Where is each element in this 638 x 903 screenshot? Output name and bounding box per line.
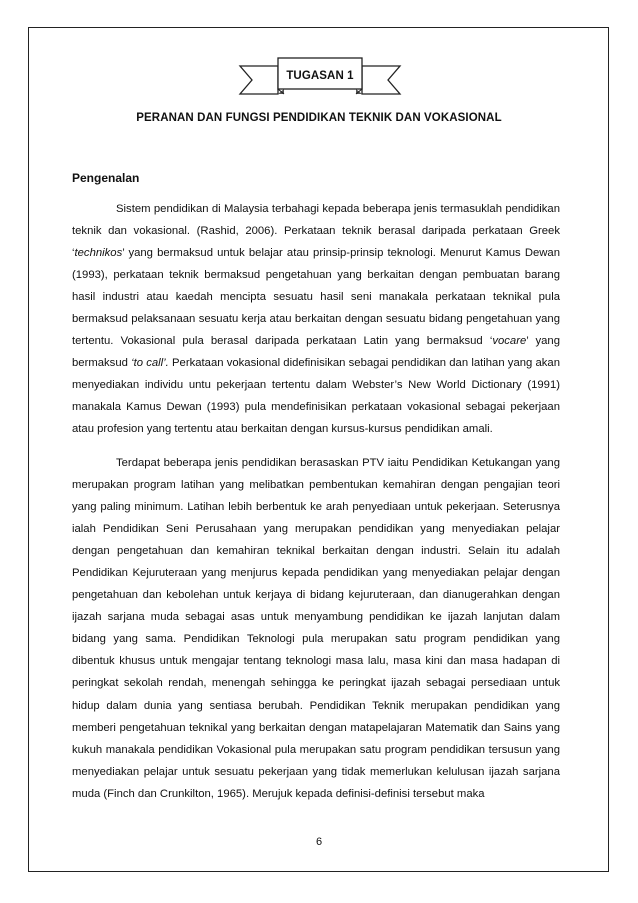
paragraph-text: Terdapat beberapa jenis pendidikan berasaskan PTV iaitu Pendidikan Ketukangan yang merupakan program latihan yang melibatkan pembentukan kemahiran dengan pengajian teori yang paling minimum. Latihan lebih berbentuk ke arah penyediaan untuk pekerjaan. Seterusnya ialah Pendidikan Seni Perusahaan yang merupakan pendidikan yang menyediakan pelajar dengan pengetahuan dan kemahiran teknikal berkaitan dengan industri. Selain itu adalah Pendidikan Kejuruteraan yang menjurus kepada pendidikan yang menyediakan pelajar dengan pengetahuan dan kebolehan untuk kerjaya di bidang kejuruteraan, dan dianugerahkan dengan ijazah sarjana muda sebagai asas untuk menyambung pendidikan ke ijazah lanjutan dalam bidang yang sama. Pendidikan Teknologi pula merupakan satu program pendidikan yang dibentuk khusus untuk mengajar tentang teknologi masa lalu, masa kini dan masa hadapan di peringkat sekolah rendah, menengah sehingga ke peringkat ijazah sebagai persediaan untuk hidup dalam dunia yang sentiasa berubah. Pendidikan Teknik merupakan pendidikan yang memberi pengetahuan teknikal yang berkaitan dengan matapelajaran Matematik dan Sains yang kukuh manakala pendidikan Vokasional pula merupakan satu program pendidikan tersusun yang menyediakan pelajar untuk sesuatu pekerjaan yang tidak memerlukan kelulusan ijazah sarjana muda (Finch dan Crunkilton, 1965). Merujuk kepada definisi-definisi tersebut maka bbox=[72, 457, 560, 800]
paragraph-2 bbox=[72, 452, 560, 805]
title-banner bbox=[238, 52, 402, 100]
italic-term: vocare bbox=[492, 335, 527, 348]
paragraph-text: ’ yang bermaksud untuk belajar atau prinsip-prinsip teknologi. Menurut Kamus Dewan (1993), perkataan teknik bermaksud pengetahuan yang berkaitan dengan pembuatan barang hasil industri atau kaedah mencipta sesuatu hasil seni manakala perkataan teknikal pula bermaksud pelaksanaan sesuatu kerja atau berkaitan dengan sesuatu bidang pengetahuan yang tertentu. Vokasional pula berasal daripada perkataan Latin yang bermaksud ‘ bbox=[72, 247, 560, 348]
italic-term: technikos bbox=[74, 247, 123, 260]
page-number: 6 bbox=[315, 836, 323, 848]
banner-label: TUGASAN 1 bbox=[286, 70, 354, 82]
paragraph-text: Sistem pendidikan di Malaysia terbahagi kepada beberapa jenis termasuklah pendidikan teknik dan vokasional. (Rashid, 2006). Perkataan teknik berasal daripada perkataan Greek ‘ bbox=[72, 203, 560, 260]
paragraph-text: Perkataan vokasional didefinisikan sebagai pendidikan dan latihan yang akan menyediakan individu untu pekerjaan tertentu dalam Webster’s New World Dictionary (1991) manakala Kamus Dewan (1993) pula mendefinisikan perkataan vokasional sebagai pekerjaan atau profesion yang tertentu atau berkaitan dengan kursus-kursus pendidikan amali. bbox=[72, 357, 560, 436]
paragraph-1 bbox=[72, 198, 560, 441]
paragraph-text: ’ yang bermaksud bbox=[72, 335, 560, 370]
section-heading: Pengenalan bbox=[72, 171, 140, 185]
italic-term: ‘to call’. bbox=[131, 357, 169, 370]
document-title: PERANAN DAN FUNGSI PENDIDIKAN TEKNIK DAN VOKASIONAL bbox=[136, 112, 502, 124]
